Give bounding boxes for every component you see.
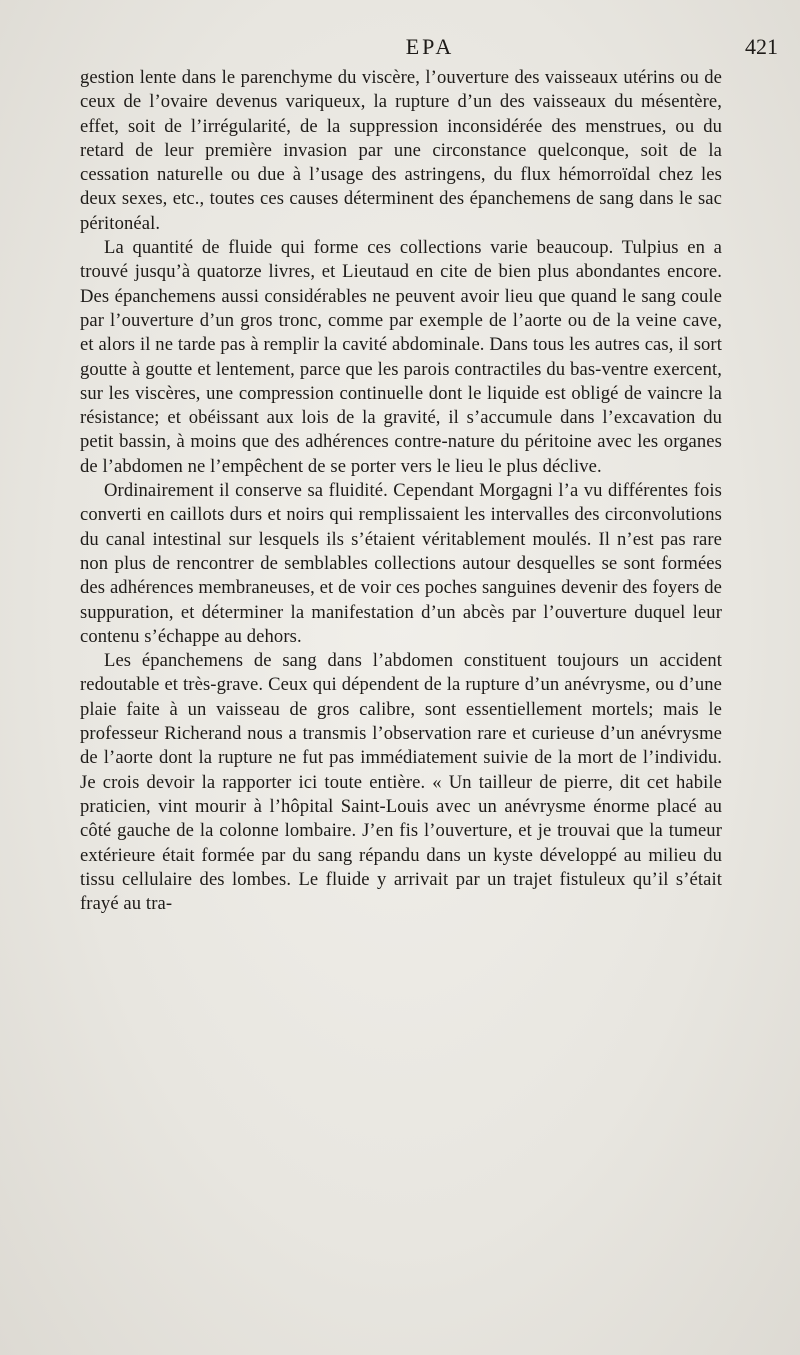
body-text — [80, 66, 722, 916]
running-head: EPA — [405, 34, 455, 59]
paragraph-2: La quantité de fluide qui forme ces collections varie beaucoup. Tulpius en a trouvé jusqu’à quatorze livres, et Lieutaud en cite de bien plus abondantes encore. Des épanchemens aussi considérables ne peuvent avoir lieu que quand le sang coule par l’ouverture d’un gros tronc, comme par exemple de l’aorte ou de la veine cave, et alors il ne tarde pas à remplir la cavité abdominale. Dans tous les autres cas, il sort goutte à goutte et lentement, parce que les parois contractiles du bas-ventre exercent, sur les viscères, une compression continuelle dont le liquide est obligé de vaincre la résistance; et obéissant aux lois de la gravité, il s’accumule dans l’excavation du petit bassin, à moins que des adhérences contre-nature du péritoine avec les organes de l’abdomen ne l’empêchent de se porter vers le lieu le plus déclive. — [80, 237, 722, 477]
page-header — [80, 30, 780, 66]
paragraph-3: Ordinairement il conserve sa fluidité. Cependant Morgagni l’a vu différentes fois converti en caillots durs et noirs qui remplissaient les intervalles des circonvolutions du canal intestinal sur lesquels ils s’étaient véritablement moulés. Il n’est pas rare non plus de rencontrer de semblables collections autour desquelles se sont formées des adhérences membraneuses, et de voir ces poches sanguines devenir des foyers de suppuration, et déterminer la manifestation d’un abcès par l’ouverture duquel leur contenu s’échappe au dehors. — [80, 480, 722, 647]
paragraph-4: Les épanchemens de sang dans l’abdomen constituent toujours un accident redoutable et très-grave. Ceux qui dépendent de la rupture d’un anévrysme, ou d’une plaie faite à un vaisseau de gros calibre, sont essentiellement mortels; mais le professeur Richerand nous a transmis l’observation rare et curieuse d’un anévrysme de l’aorte dont la rupture ne fut pas immédiatement suivie de la mort de l’individu. Je crois devoir la rapporter ici toute entière. « Un tailleur de pierre, dit cet habile praticien, vint mourir à l’hôpital Saint-Louis avec un anévrysme énorme placé au côté gauche de la colonne lombaire. J’en fis l’ouverture, et je trouvai que la tumeur extérieure était formée par du sang répandu dans un kyste développé au milieu du tissu cellulaire des lombes. Le fluide y arrivait par un trajet fistuleux qu’il s’était frayé au tra- — [80, 650, 722, 915]
page-number: 421 — [745, 34, 778, 59]
paragraph-1: gestion lente dans le parenchyme du viscère, l’ouverture des vaisseaux utérins ou de ceux de l’ovaire devenus variqueux, la rupture d’un des vaisseaux du mésentère, effet, soit de l’irrégularité, de la suppression inconsidérée des menstrues, ou du retard de leur première invasion par une circonstance quelconque, soit de la cessation naturelle ou due à l’usage des astringens, du flux hémorroïdal chez les deux sexes, etc., toutes ces causes déterminent des épanchemens de sang dans le sac péritonéal. — [80, 67, 722, 234]
